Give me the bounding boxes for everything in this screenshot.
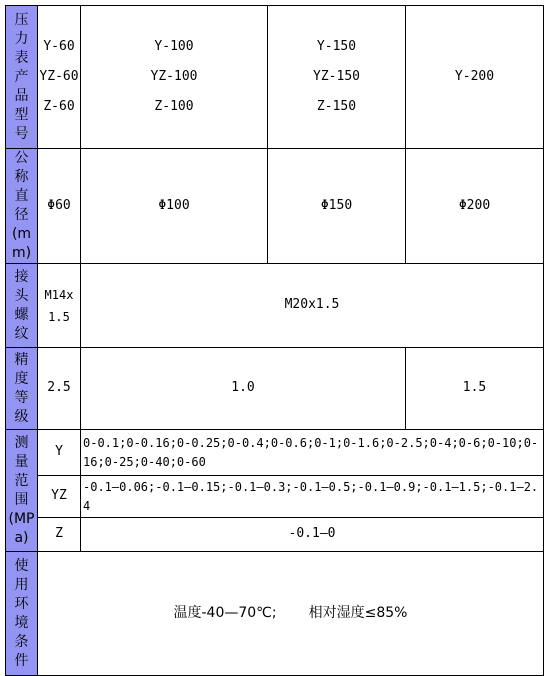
accuracy-200: 1.5	[406, 348, 544, 430]
row-accuracy	[6, 348, 544, 430]
range-y-values: 0-0.1;0-0.16;0-0.25;0-0.4;0-0.6;0-1;0-1.6;0-2.5;0-4;0-6;0-10;0-16;0-25;0-40;0-60	[81, 430, 544, 476]
model-y100: Y-100	[154, 39, 194, 54]
row-thread	[6, 264, 544, 348]
model-col-100	[81, 6, 268, 149]
diameter-150: Φ150	[268, 149, 406, 264]
range-yz-label: YZ	[38, 476, 81, 518]
row-environment	[6, 552, 544, 676]
accuracy-100-150: 1.0	[81, 348, 406, 430]
model-y200: Y-200	[406, 6, 544, 149]
diameter-100: Φ100	[81, 149, 268, 264]
thread-60: M14x1.5	[38, 264, 81, 348]
model-col-60	[38, 6, 81, 149]
header-accuracy: 精度等级	[6, 348, 38, 430]
diameter-60: Φ60	[38, 149, 81, 264]
model-z100: Z-100	[154, 99, 194, 114]
thread-other: M20x1.5	[81, 264, 544, 348]
model-col-150	[268, 6, 406, 149]
row-range-yz	[6, 476, 544, 518]
range-z-label: Z	[38, 518, 81, 552]
model-y150: Y-150	[316, 39, 357, 54]
range-yz-values: -0.1—0.06;-0.1—0.15;-0.1—0.3;-0.1—0.5;-0.1—0.9;-0.1—1.5;-0.1—2.4	[81, 476, 544, 518]
diameter-200: Φ200	[406, 149, 544, 264]
model-yz150: YZ-150	[313, 69, 360, 84]
accuracy-60: 2.5	[38, 348, 81, 430]
range-z-values: -0.1—0	[81, 518, 544, 552]
range-y-label: Y	[38, 430, 81, 476]
environment-humidity: 相对湿度≤85%	[308, 604, 408, 621]
row-model	[6, 6, 544, 149]
header-environment: 使用环境条件	[6, 552, 38, 676]
model-yz100: YZ-100	[150, 69, 198, 84]
environment-temperature: 温度-40—70℃;	[173, 604, 277, 621]
model-yz60: YZ-60	[39, 69, 79, 84]
environment-conditions	[38, 552, 544, 676]
header-diameter: 公称直径(mm)	[6, 149, 38, 264]
row-range-y	[6, 430, 544, 476]
row-range-z	[6, 518, 544, 552]
model-y60: Y-60	[43, 39, 75, 54]
header-thread: 接头螺纹	[6, 264, 38, 348]
header-model: 压力表产品型号	[6, 6, 38, 149]
pressure-gauge-spec-table	[5, 5, 544, 676]
header-range: 测量范围(MPa)	[6, 430, 38, 552]
row-diameter	[6, 149, 544, 264]
model-z150: Z-150	[316, 99, 357, 114]
model-z60: Z-60	[43, 99, 75, 114]
